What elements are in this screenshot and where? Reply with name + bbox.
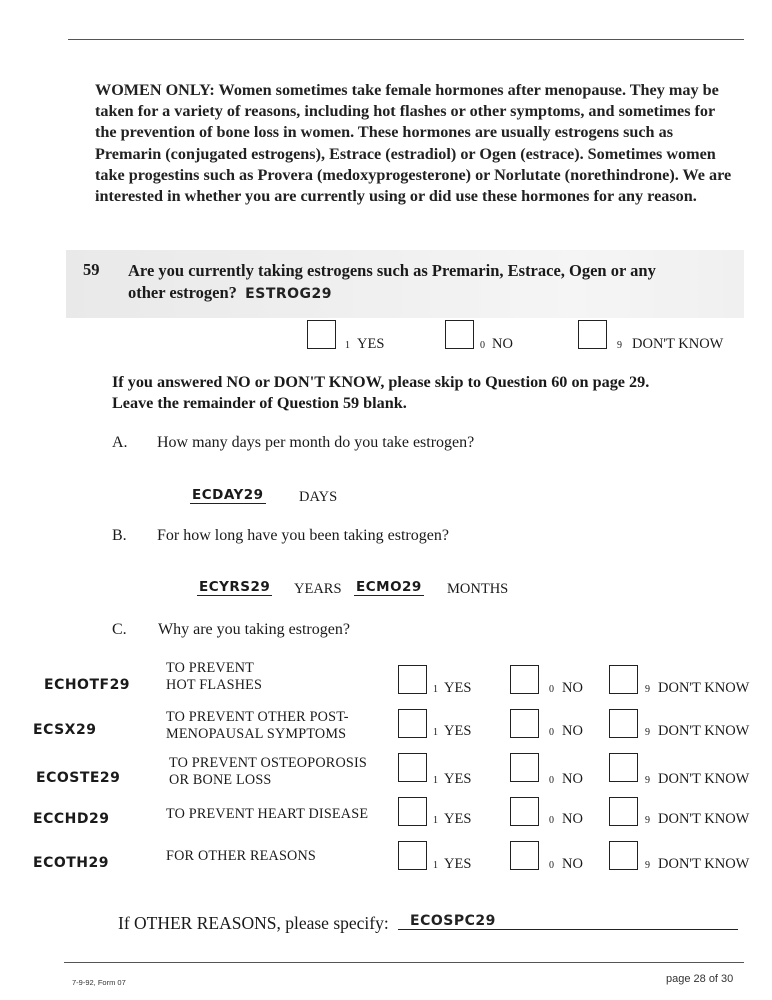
osteoporosis-dontknow-checkbox[interactable] [609,753,638,782]
yes-code: 1 [433,684,438,695]
reason-label: TO PREVENT HEART DISEASE [166,806,369,822]
skip-line-1: If you answered NO or DON'T KNOW, please skip to Question 60 on page 29. [112,373,650,391]
symptoms-yes-checkbox[interactable] [398,709,427,738]
yes-code: 1 [433,727,438,738]
specify-field[interactable]: ECOSPC29 [410,913,496,929]
yes-label: YES [444,771,472,787]
q59-no-checkbox[interactable] [445,320,474,349]
dontknow-label: DON'T KNOW [658,680,750,696]
no-label: NO [562,856,583,872]
hot-flashes-yes-checkbox[interactable] [398,665,427,694]
years-unit: YEARS [294,581,342,597]
dontknow-code: 9 [645,775,650,786]
q59-dontknow-checkbox[interactable] [578,320,607,349]
question-59-text [128,260,688,305]
reason-label: TO PREVENT HOT FLASHES [166,660,263,693]
yes-code: 1 [433,815,438,826]
no-code: 0 [549,684,554,695]
specify-underline [398,929,738,930]
q59-yes-label: YES [357,336,385,352]
row-variable-code: ECHOTF29 [44,677,131,693]
reason-label: TO PREVENT OSTEOPOROSIS OR BONE LOSS [169,755,368,788]
osteoporosis-yes-checkbox[interactable] [398,753,427,782]
question-59-prompt: Are you currently taking estrogens such as Premarin, Estrace, Ogen or any other estrogen? [128,261,656,302]
part-a-letter: A. [112,434,128,451]
question-number: 59 [83,260,100,279]
no-code: 0 [549,815,554,826]
specify-label: If OTHER REASONS, please specify: [118,913,389,933]
row-variable-code: ECOTH29 [33,855,109,871]
yes-code: 1 [433,860,438,871]
no-code: 0 [549,775,554,786]
intro-paragraph [95,80,735,207]
hot-flashes-no-checkbox[interactable] [510,665,539,694]
yes-code: 1 [433,775,438,786]
heart-disease-dontknow-checkbox[interactable] [609,797,638,826]
q59-yes-code: 1 [345,340,350,351]
years-field[interactable]: ECYRS29 [199,579,271,595]
dontknow-code: 9 [645,727,650,738]
form-version: 7-9-92, Form 07 [72,978,126,987]
months-field[interactable]: ECMO29 [356,579,422,595]
no-label: NO [562,680,583,696]
top-divider [68,39,744,40]
q59-no-code: 0 [480,340,485,351]
symptoms-no-checkbox[interactable] [510,709,539,738]
heart-disease-yes-checkbox[interactable] [398,797,427,826]
q59-yes-checkbox[interactable] [307,320,336,349]
reason-label: TO PREVENT OTHER POST- MENOPAUSAL SYMPTOMS [166,709,349,742]
row-variable-code: ECOSTE29 [36,770,121,786]
part-b-question: For how long have you been taking estrogen? [157,527,449,544]
q59-no-label: NO [492,336,513,352]
days-unit: DAYS [299,489,338,505]
no-code: 0 [549,860,554,871]
page-number: page 28 of 30 [666,973,734,985]
part-c-question: Why are you taking estrogen? [158,621,350,638]
row-variable-code: ECCHD29 [33,811,110,827]
no-label: NO [562,723,583,739]
dontknow-label: DON'T KNOW [658,811,750,827]
no-label: NO [562,811,583,827]
dontknow-label: DON'T KNOW [658,723,750,739]
skip-instruction [112,372,732,414]
other-reasons-dontknow-checkbox[interactable] [609,841,638,870]
dontknow-code: 9 [645,815,650,826]
yes-label: YES [444,856,472,872]
osteoporosis-no-checkbox[interactable] [510,753,539,782]
yes-label: YES [444,680,472,696]
months-unit: MONTHS [447,581,509,597]
other-reasons-no-checkbox[interactable] [510,841,539,870]
bottom-divider [64,962,744,963]
days-field[interactable]: ECDAY29 [192,487,264,503]
skip-line-2: Leave the remainder of Question 59 blank. [112,394,407,412]
hot-flashes-dontknow-checkbox[interactable] [609,665,638,694]
other-reasons-yes-checkbox[interactable] [398,841,427,870]
q59-dontknow-label: DON'T KNOW [632,336,724,352]
intro-text: Women sometimes take female hormones after menopause. They may be taken for a variety of reasons, including hot flashes or other symptoms, and sometimes for the prevention of bone loss in women. These hormones are usually estrogens such as Premarin (conjugated estrogens), Estrace (estradiol) or Ogen (estrace). Sometimes women take progestins such as Provera (medoxyprogesterone) or Norlutate (norethindrone). We are interested in whether you are currently using or did use these hormones for any reason. [95,81,732,206]
no-code: 0 [549,727,554,738]
row-variable-code: ECSX29 [33,722,97,738]
dontknow-code: 9 [645,684,650,695]
part-c-letter: C. [112,621,127,638]
intro-lead: WOMEN ONLY: [95,81,215,99]
q59-dontknow-code: 9 [617,340,622,351]
symptoms-dontknow-checkbox[interactable] [609,709,638,738]
no-label: NO [562,771,583,787]
dontknow-label: DON'T KNOW [658,771,750,787]
part-b-letter: B. [112,527,127,544]
reason-label: FOR OTHER REASONS [166,848,317,864]
yes-label: YES [444,811,472,827]
yes-label: YES [444,723,472,739]
heart-disease-no-checkbox[interactable] [510,797,539,826]
variable-code: ESTROG29 [245,286,333,302]
dontknow-code: 9 [645,860,650,871]
dontknow-label: DON'T KNOW [658,856,750,872]
part-a-question: How many days per month do you take estrogen? [157,434,475,451]
